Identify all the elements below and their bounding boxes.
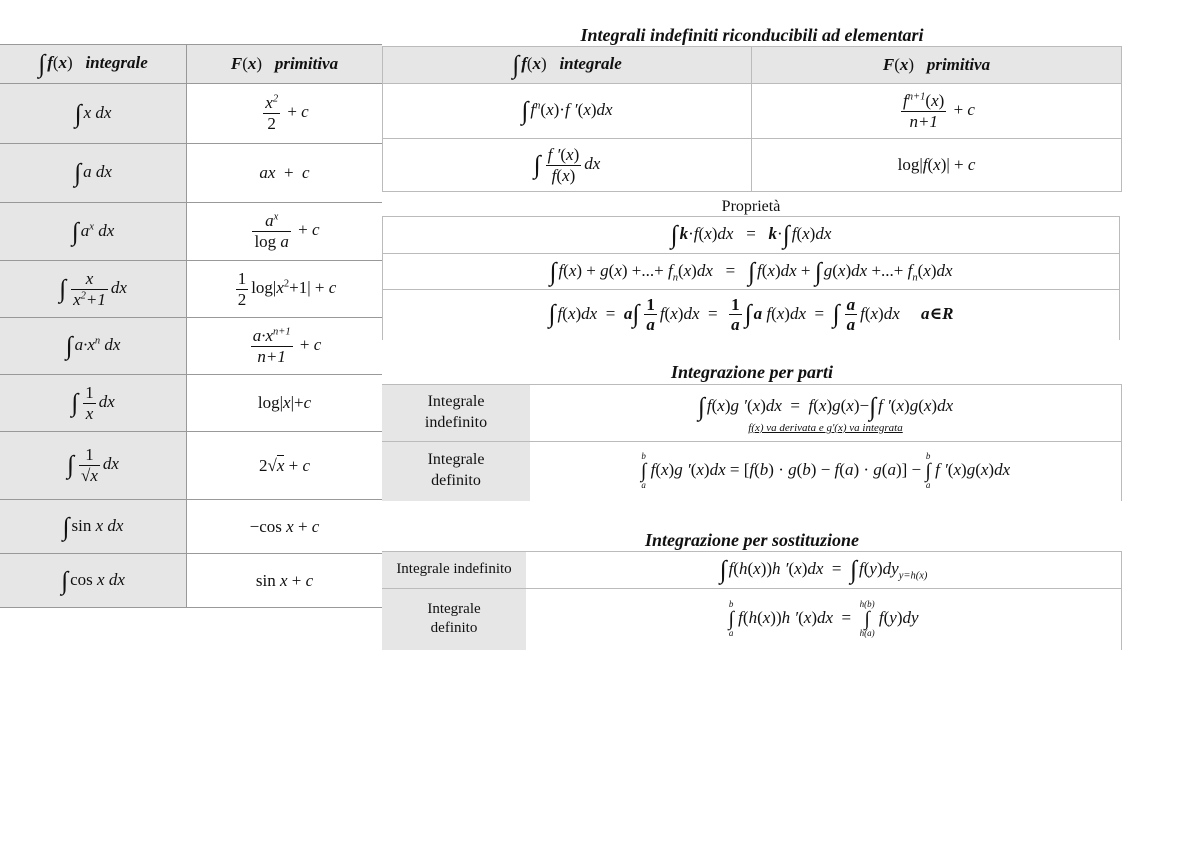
- formula-primitive-axn: $\frac{a\cdot x^{n+1}}{n+1}$ + c: [187, 318, 383, 375]
- substitution-indefinite-label: Integrale indefinito: [382, 552, 526, 589]
- table-row: [382, 385, 1122, 442]
- by-parts-definite-label: Integrale definito: [382, 442, 530, 501]
- table-row: [0, 84, 382, 144]
- formula-primitive-log-x: log|x|+c: [187, 375, 383, 432]
- table-row: [383, 217, 1120, 254]
- table-row: [0, 318, 382, 375]
- formula-integral-a: ∫ a dx: [0, 144, 187, 203]
- by-parts-note: f(x) va derivata e g'(x) va integrata: [748, 422, 903, 434]
- substitution-indefinite-formula: ∫ f(h(x))h ′(x)dx = ∫ $f(y)dy_{y=h(x)}$: [526, 552, 1122, 589]
- table-row: [382, 442, 1122, 501]
- table-row: [0, 432, 382, 500]
- formula-primitive-sin: sin x + c: [187, 554, 383, 608]
- formula-primitive-a: ax + c: [187, 144, 383, 203]
- table-row: [0, 203, 382, 261]
- by-parts-table: [382, 384, 1122, 501]
- table-row: [382, 589, 1122, 650]
- table-row: [383, 84, 1122, 139]
- formula-integral-cos: ∫ cos x dx: [0, 554, 187, 608]
- formula-integral-sin: ∫ sin x dx: [0, 500, 187, 554]
- by-parts-indefinite-formula: ∫ f(x)g ′(x)dx = f(x)g(x)−∫ f ′(x)g(x)dx f(x) va derivata e g'(x) va integrata: [530, 385, 1122, 442]
- table-header-row: [0, 45, 382, 84]
- formula-integral-x-over-x2: ∫ $\frac{x}{x^2+1}$ dx: [0, 261, 187, 318]
- formula-integral-x: ∫ x dx: [0, 84, 187, 144]
- formula-integral-ax: ∫ $a^x$ dx: [0, 203, 187, 261]
- formula-primitive-log-f: log|f(x)| + c: [752, 139, 1122, 192]
- table-row: [383, 254, 1120, 290]
- table-row: [0, 261, 382, 318]
- property-linearity: ∫ f(x) + g(x) +...+ $f_n(x)dx$ = ∫ f(x)dx + ∫ g(x)dx +...+ $f_n(x)dx$: [383, 254, 1120, 290]
- property-constant: ∫ k·f(x)dx = k·∫ f(x)dx: [383, 217, 1120, 254]
- formula-integral-fprime-over-f: ∫ $\frac{f '(x)}{f(x)}$ dx: [383, 139, 752, 192]
- substitution-definite-formula: b ∫ a f(h(x))h ′(x)dx = h(b) ∫ h(a) f(y)dy: [526, 589, 1122, 650]
- indefinite-section-title: Integrali indefiniti riconducibili ad elementari: [580, 25, 924, 45]
- table-row: [0, 554, 382, 608]
- formula-integral-1-over-x: ∫ $\frac{1}{x}$ dx: [0, 375, 187, 432]
- formula-primitive-neg-cos: −cos x + c: [187, 500, 383, 554]
- properties-table: [382, 216, 1120, 340]
- elementary-integrals-table: [0, 44, 382, 608]
- by-parts-definite-formula: b ∫ a f(x)g ′(x)dx = [f(b) · g(b) − f(a) · g(a)] − b ∫ a f ′(x)g(x)dx: [530, 442, 1122, 501]
- substitution-definite-label: Integrale definito: [382, 589, 526, 650]
- table-row: [383, 290, 1120, 340]
- formula-primitive-fn1: $\frac{f^{n+1}(x)}{n+1}$ + c: [752, 84, 1122, 139]
- header-primitive: F(x) primitiva: [752, 47, 1122, 84]
- formula-integral-fn-fprime: ∫ $f^n(x)\cdot f$ ′(x)dx: [383, 84, 752, 139]
- table-header-row: [383, 47, 1122, 84]
- formula-primitive-sqrt: 2√x + c: [187, 432, 383, 500]
- substitution-table: [382, 551, 1122, 650]
- by-parts-title: Integrazione per parti: [670, 362, 834, 382]
- properties-title: Proprietà: [721, 198, 781, 215]
- header-primitive: F(x) primitiva: [187, 45, 383, 84]
- indefinite-integrals-table: [382, 46, 1122, 192]
- table-row: [0, 500, 382, 554]
- table-row: [383, 139, 1122, 192]
- table-row: [382, 552, 1122, 589]
- table-row: [0, 144, 382, 203]
- formula-primitive-x: $\frac{x^2}{2}$ + c: [187, 84, 383, 144]
- by-parts-indefinite-label: Integrale indefinito: [382, 385, 530, 442]
- formula-integral-1-over-sqrt: ∫ $\frac{1}{√x}$ dx: [0, 432, 187, 500]
- table-row: [0, 375, 382, 432]
- formula-primitive-ax: $\frac{a^x}{\text{log a}}$ + c: [187, 203, 383, 261]
- substitution-title: Integrazione per sostituzione: [644, 530, 860, 550]
- formula-integral-axn: ∫ $a\cdot x^n$ dx: [0, 318, 187, 375]
- formula-primitive-log-x2: $\frac{1}{2}$ $\log|x^2+1| + c$: [187, 261, 383, 318]
- header-integral: ∫ f(x) integrale: [383, 47, 752, 84]
- property-scaling: ∫ f(x)dx = a∫ $\frac{1}{a}$ f(x)dx = $\frac{1}{a}$ ∫ a f(x)dx = ∫ $\frac{a}{a}$ f(x)dx a∈R: [383, 290, 1120, 340]
- header-integral: ∫ f(x) integrale: [0, 45, 187, 84]
